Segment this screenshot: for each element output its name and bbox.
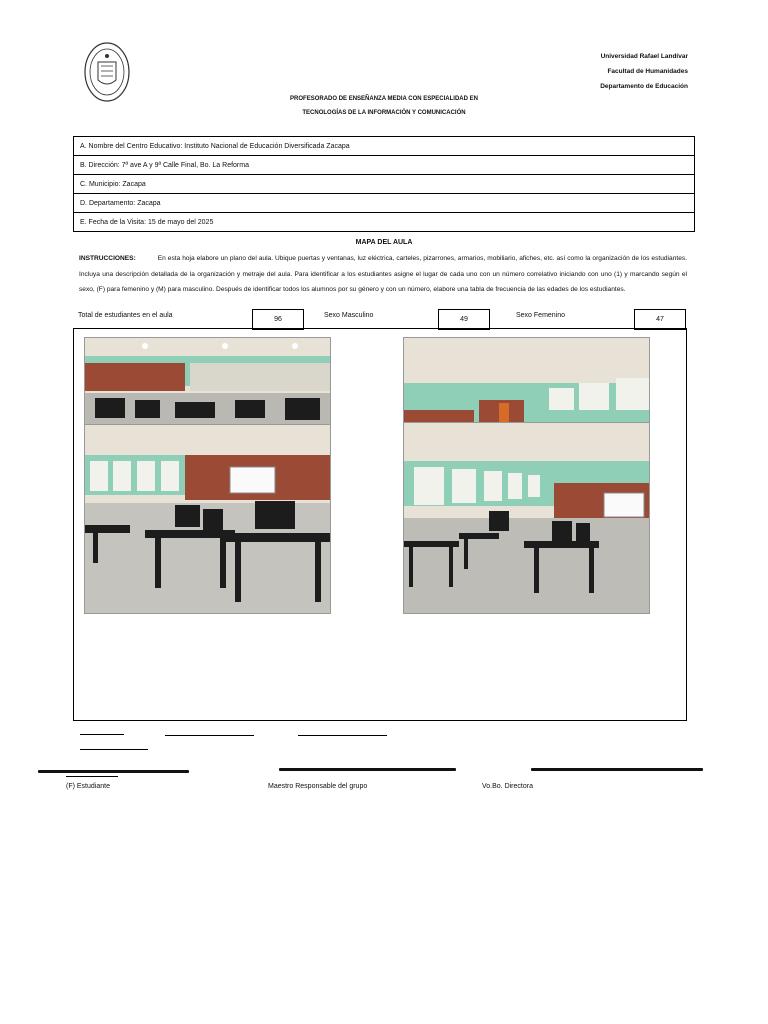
program-title-line1: PROFESORADO DE ENSEÑANZA MEDIA CON ESPECIALIDAD EN bbox=[290, 96, 478, 102]
female-value: 47 bbox=[634, 309, 686, 330]
signature-line-director bbox=[531, 768, 703, 771]
classroom-photo-4 bbox=[403, 422, 650, 614]
signature-label-teacher: Maestro Responsable del grupo bbox=[268, 783, 368, 790]
total-students-value: 96 bbox=[252, 309, 304, 330]
map-title: MAPA DEL AULA bbox=[355, 239, 413, 246]
instructions-label: INSTRUCCIONES: bbox=[79, 255, 136, 262]
classroom-photo-1 bbox=[84, 337, 331, 426]
signature-label-director: Vo.Bo. Directora bbox=[482, 783, 533, 790]
faculty-name: Facultad de Humanidades bbox=[607, 68, 688, 75]
blank-line bbox=[66, 776, 118, 777]
blank-line bbox=[80, 734, 124, 735]
male-value: 49 bbox=[438, 309, 490, 330]
classroom-photo-2 bbox=[84, 424, 331, 614]
instructions-paragraph bbox=[79, 251, 687, 298]
school-info-table bbox=[73, 136, 695, 232]
total-students-label: Total de estudiantes en el aula bbox=[78, 312, 173, 319]
instructions-text: En esta hoja elabore un plano del aula. Ubique puertas y ventanas, luz eléctrica, carteles, pizarrones, armarios, mobiliario, afiches, etc. así como la organización de los estudiantes. Incluya una descripción detallada de la organización y metraje del aula. Para identificar a los estudiantes asigne el lugar de cada uno con un número correlativo iniciando con uno (1) y marcando según el sexo, (F) para femenino y (M) para masculino. Después de identificar todos los alumnos por su género y con un número, elabore una tabla de frecuencia de las edades de los estudiantes. bbox=[79, 255, 687, 293]
blank-line bbox=[298, 735, 387, 736]
signature-label-student: (F) Estudiante bbox=[66, 783, 110, 790]
blank-line bbox=[80, 749, 148, 750]
department-name: Departamento de Educación bbox=[600, 83, 688, 90]
blank-line bbox=[165, 735, 254, 736]
male-label: Sexo Masculino bbox=[324, 312, 374, 319]
signature-line-teacher bbox=[279, 768, 456, 771]
info-row-address: B. Dirección: 7ª ave A y 9ª Calle Final, Bo. La Reforma bbox=[74, 156, 695, 175]
signature-line-student bbox=[38, 770, 189, 773]
info-row-municipality: C. Municipio: Zacapa bbox=[74, 175, 695, 194]
female-label: Sexo Femenino bbox=[516, 312, 566, 319]
info-row-visit-date: E. Fecha de la Visita: 15 de mayo del 2025 bbox=[74, 213, 695, 232]
program-title-line2: TECNOLOGÍAS DE LA INFORMACIÓN Y COMUNICACIÓN bbox=[302, 110, 466, 116]
university-name: Universidad Rafael Landívar bbox=[600, 53, 688, 60]
classroom-photo-3 bbox=[403, 337, 650, 424]
info-row-department: D. Departamento: Zacapa bbox=[74, 194, 695, 213]
info-row-school-name: A. Nombre del Centro Educativo: Instituto Nacional de Educación Diversificada Zacapa bbox=[74, 137, 695, 156]
university-seal-logo bbox=[84, 42, 130, 102]
